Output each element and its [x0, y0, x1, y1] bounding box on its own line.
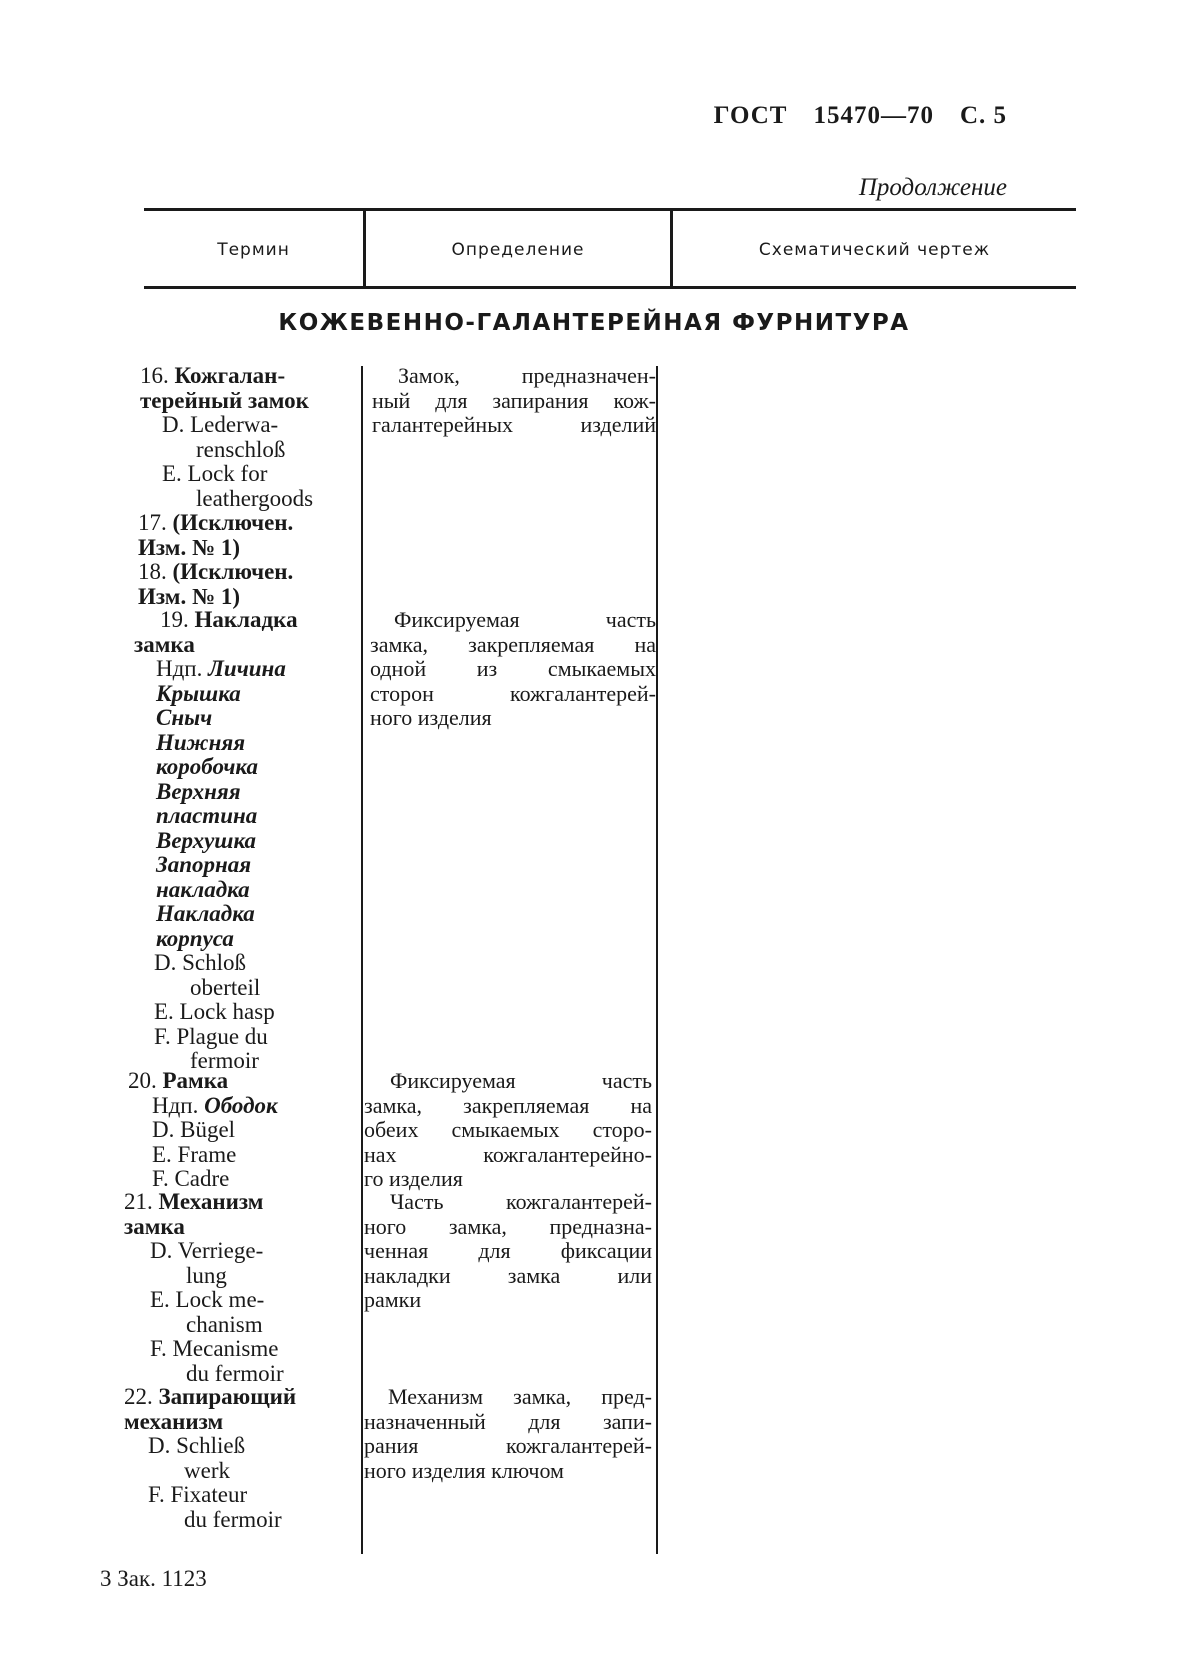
definition-20 [364, 1069, 652, 1192]
definition-line: рания кожгалантерей- [364, 1433, 652, 1458]
page-number: С. 5 [959, 102, 1007, 129]
definition-line: ного замка, предназна- [364, 1213, 652, 1239]
term-french-cont: du fermoir [184, 1506, 282, 1532]
definition-line: ный для запирания кож- [372, 387, 656, 413]
standard-label: ГОСТ [713, 102, 788, 129]
definition-line: замка, закрепляемая на [370, 631, 656, 657]
term-name: (Исключен. [172, 559, 294, 584]
not-allowed-synonym: Запорная [156, 852, 252, 877]
term-name-cont: терейный замок [140, 387, 309, 413]
definition-21 [364, 1190, 652, 1313]
definition-line: галантерейных изделий [372, 412, 656, 437]
definition-line: ного изделия [370, 705, 492, 730]
term-english: E. Lock hasp [154, 999, 275, 1024]
not-allowed-synonym: корпуса [156, 925, 234, 951]
not-allowed-synonym: Личина [208, 656, 286, 681]
body-divider-1 [361, 366, 363, 1554]
term-german-cont: renschloß [196, 436, 286, 462]
term-german: D. Schließ [148, 1433, 246, 1458]
definition-line: го изделия [364, 1166, 463, 1191]
term-french-cont: fermoir [190, 1048, 259, 1073]
definition-line: Часть кожгалантерей- [390, 1189, 652, 1214]
not-allowed-synonym: Верхушка [156, 827, 257, 853]
not-allowed-synonym: накладка [156, 876, 250, 902]
term-19 [134, 608, 354, 1074]
definition-line: накладки замка или [364, 1262, 652, 1288]
column-header-drawing: Схематический чертеж [758, 240, 991, 260]
print-order-footer: 3 Зак. 1123 [100, 1566, 207, 1591]
term-name: Кожгалан- [174, 363, 286, 388]
definition-line: рамки [364, 1287, 422, 1312]
term-english-cont: chanism [186, 1311, 263, 1337]
definition-line: Замок, предназначен- [398, 363, 656, 388]
not-allowed-prefix: Ндп. [152, 1092, 199, 1118]
not-allowed-prefix: Ндп. [156, 656, 203, 681]
definition-line: нах кожгалантерейно- [364, 1141, 652, 1167]
not-allowed-synonym: коробочка [156, 754, 259, 779]
term-german: D. Verriege- [150, 1238, 264, 1263]
term-name-cont: механизм [124, 1408, 224, 1434]
term-18 [138, 560, 358, 609]
term-name-cont: Изм. № 1) [138, 583, 240, 609]
definition-line: назначенный для запи- [364, 1408, 652, 1434]
term-french-cont: du fermoir [186, 1360, 284, 1386]
term-german-cont: oberteil [190, 974, 261, 1000]
term-french: F. Plague du [154, 1023, 268, 1049]
term-english: E. Frame [152, 1141, 237, 1167]
not-allowed-synonym: Ободок [204, 1092, 278, 1118]
section-title: КОЖЕВЕННО-ГАЛАНТЕРЕЙНАЯ ФУРНИТУРА [278, 310, 910, 336]
term-number: 22. [124, 1384, 153, 1409]
definition-19 [370, 608, 656, 731]
definition-22 [364, 1385, 652, 1483]
term-german: D. Bügel [152, 1117, 236, 1142]
definition-line: обеих смыкаемых сторо- [364, 1117, 652, 1142]
term-german: D. Lederwa- [162, 412, 279, 437]
term-17 [138, 511, 358, 560]
column-header-definition: Определение [451, 240, 585, 260]
continuation-label: Продолжение [858, 174, 1007, 201]
table-top-rule [144, 208, 1076, 211]
term-16 [140, 364, 360, 511]
term-name-cont: замка [124, 1213, 185, 1239]
not-allowed-synonym: Верхняя [156, 778, 241, 804]
definition-line: Фиксируемая часть [390, 1068, 652, 1093]
term-number: 21. [124, 1189, 153, 1214]
term-name-cont: Изм. № 1) [138, 534, 240, 560]
term-name: Запирающий [158, 1384, 297, 1409]
term-french: F. Mecanisme [150, 1336, 279, 1361]
term-name: Механизм [158, 1189, 264, 1214]
definition-line: замка, закрепляемая на [364, 1092, 652, 1118]
running-header [714, 102, 1007, 130]
body-divider-2 [656, 366, 658, 1554]
definition-line: сторон кожгалантерей- [370, 680, 656, 706]
term-english: E. Lock me- [150, 1287, 265, 1312]
not-allowed-synonym: Сныч [156, 705, 213, 730]
standard-number: 15470—70 [813, 102, 934, 129]
term-number: 16. [140, 363, 169, 388]
column-header-term: Термин [217, 240, 290, 260]
term-21 [124, 1190, 344, 1386]
definition-line: Механизм замка, пред- [388, 1384, 652, 1409]
table-header-bottom-rule [144, 286, 1076, 289]
not-allowed-synonym: Накладка [156, 901, 255, 926]
term-german-cont: werk [184, 1457, 230, 1483]
definition-line: одной из смыкаемых [370, 656, 656, 681]
term-german: D. Schloß [154, 950, 246, 975]
not-allowed-synonym: Нижняя [156, 729, 246, 755]
term-english-cont: leathergoods [196, 485, 314, 511]
term-name: (Исключен. [172, 510, 294, 535]
term-french: F. Fixateur [148, 1482, 248, 1507]
term-number: 17. [138, 510, 167, 535]
definition-line: Фиксируемая часть [394, 607, 656, 632]
term-number: 20. [128, 1068, 157, 1093]
definition-16 [372, 364, 656, 438]
term-german-cont: lung [186, 1262, 227, 1288]
definition-line: ного изделия ключом [364, 1457, 564, 1483]
term-french: F. Cadre [152, 1166, 230, 1191]
term-number: 19. [160, 607, 189, 632]
term-20 [128, 1069, 348, 1192]
term-number: 18. [138, 559, 167, 584]
term-name: Накладка [194, 607, 298, 632]
term-name: Рамка [162, 1068, 229, 1093]
term-name-cont: замка [134, 631, 195, 657]
not-allowed-synonym: пластина [156, 803, 258, 828]
definition-line: ченная для фиксации [364, 1238, 652, 1263]
term-english: E. Lock for [162, 461, 268, 486]
term-22 [124, 1385, 344, 1532]
not-allowed-synonym: Крышка [156, 680, 241, 706]
